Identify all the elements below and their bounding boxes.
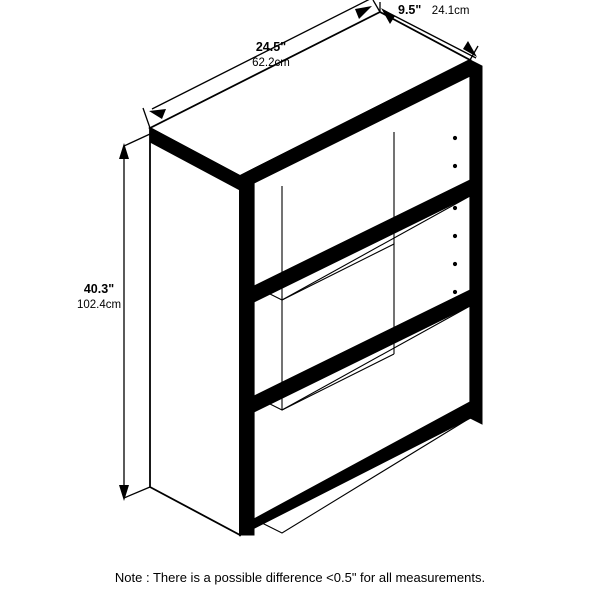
width-dimension-label <box>206 40 336 70</box>
height-metric: 102.4cm <box>76 298 122 311</box>
height-dimension-label <box>56 282 142 312</box>
width-imperial: 24.5" <box>255 40 287 54</box>
width-metric: 62.2cm <box>252 56 290 69</box>
left-edge-band <box>240 176 254 535</box>
right-edge-band <box>470 60 482 424</box>
measurement-note: Note : There is a possible difference <0.5" for all measurements. <box>114 570 486 585</box>
height-dimension-line <box>124 134 150 498</box>
depth-dimension-label <box>398 3 578 19</box>
height-imperial: 40.3" <box>83 282 115 296</box>
left-side-panel <box>150 128 240 535</box>
depth-imperial: 9.5" <box>398 3 422 17</box>
depth-metric: 24.1cm <box>431 5 470 17</box>
